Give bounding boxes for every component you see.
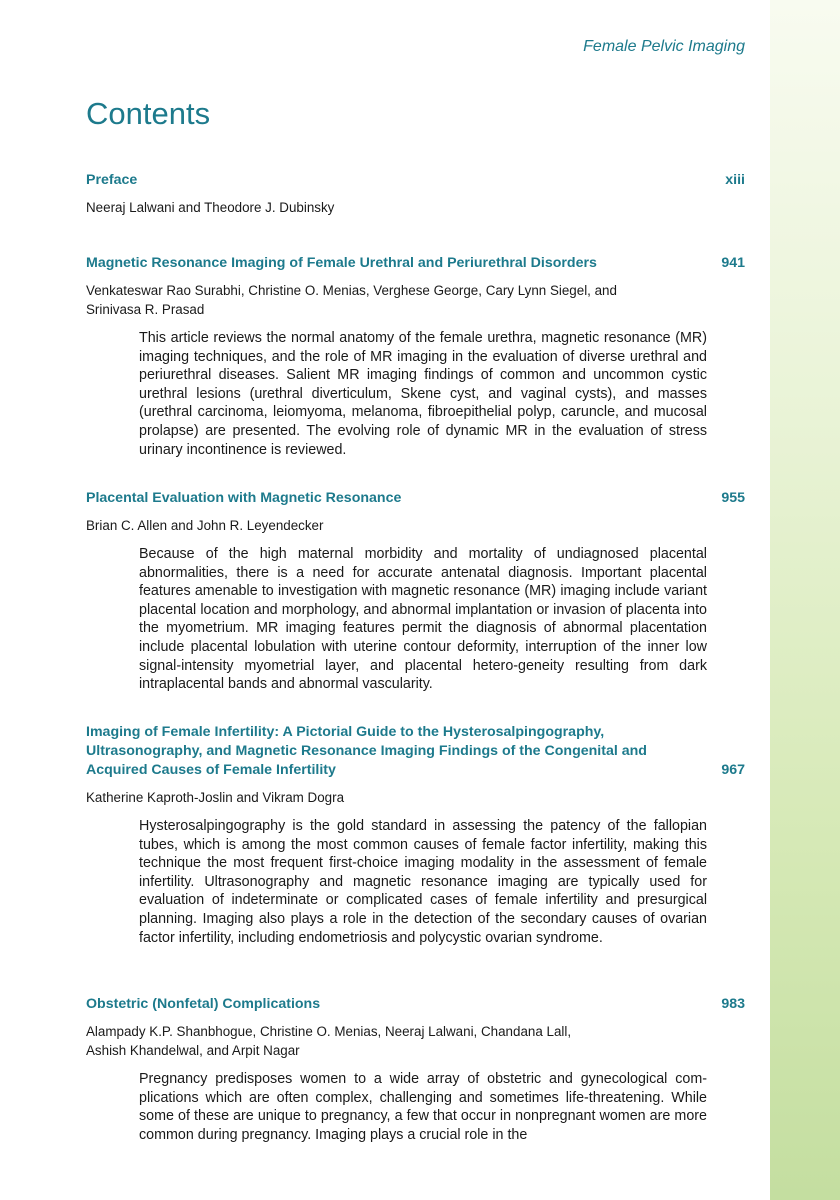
- toc-entry-preface: [86, 171, 745, 217]
- entry-abstract: Pregnancy predisposes women to a wide array of obstetric and gynecological com-plications which are often complex, challenging and sometimes life-threatening. While some of these are unique to pregnancy, a few that occur in nonpregnant women are more common during pregnancy. Imaging plays a crucial role in the: [139, 1071, 707, 1143]
- toc-entry-obstetric-complications: [86, 995, 745, 1144]
- entry-abstract: Hysterosalpingography is the gold standard in assessing the patency of the fallopian tubes, which is among the most common causes of female factor infertility, making this technique the most frequent first-choice imaging modality in the assessment of female infertility. Ultrasonography and magnetic resonance imaging are typically used for evaluation of indeterminate or complicated cases of female infertility and presurgical planning. Imaging also plays a role in the detection of the secondary causes of ovarian factor infertility, including endometriosis and polycystic ovarian syndrome.: [139, 818, 707, 946]
- entry-heading: [86, 489, 745, 508]
- entry-title-link[interactable]: Imaging of Female Infertility: A Pictorial Guide to the Hysterosalpingography, Ultrasonography, and Magnetic Resonance Imaging Findings of the Congenital and Acquired Causes of Female Infertility: [86, 724, 647, 778]
- toc-entry-urethral-disorders: [86, 254, 745, 459]
- entry-title-link[interactable]: Obstetric (Nonfetal) Complications: [86, 996, 321, 1012]
- entry-page-number[interactable]: 955: [721, 490, 745, 506]
- entry-heading: [86, 171, 745, 190]
- entry-page-number[interactable]: 967: [721, 762, 745, 778]
- entry-page-number[interactable]: 983: [721, 996, 745, 1012]
- toc-entry-placental-evaluation: [86, 489, 745, 694]
- entry-title-link[interactable]: Preface: [86, 172, 138, 188]
- entry-title-link[interactable]: Magnetic Resonance Imaging of Female Urethral and Periurethral Disorders: [86, 255, 597, 271]
- entry-authors: Alampady K.P. Shanbhogue, Christine O. Menias, Neeraj Lalwani, Chandana Lall, Ashish Khandelwal, and Arpit Nagar: [86, 1024, 572, 1058]
- decorative-side-band: [770, 0, 840, 1200]
- entry-heading: [86, 723, 745, 780]
- entry-authors: Katherine Kaproth-Joslin and Vikram Dogra: [86, 790, 345, 805]
- entry-title-link[interactable]: Placental Evaluation with Magnetic Resonance: [86, 490, 402, 506]
- entry-authors: Brian C. Allen and John R. Leyendecker: [86, 518, 324, 533]
- page-title: Contents: [86, 96, 211, 131]
- entry-page-number[interactable]: 941: [721, 255, 745, 271]
- entry-authors: Neeraj Lalwani and Theodore J. Dubinsky: [86, 200, 335, 215]
- entry-heading: [86, 995, 745, 1014]
- entry-authors: Venkateswar Rao Surabhi, Christine O. Menias, Verghese George, Cary Lynn Siegel, and Srinivasa R. Prasad: [86, 283, 617, 317]
- entry-page-number[interactable]: xiii: [725, 172, 745, 188]
- entry-abstract: Because of the high maternal morbidity and mortality of undiagnosed placental abnormalities, there is a need for accurate antenatal diagnosis. Important placental features amenable to investigation with magnetic resonance (MR) imaging include variant placental location and morphology, and abnormal implantation or invasion of placenta into the myometrium. MR imaging features permit the diagnosis of abnormal placentation include placental lobulation with uterine contour deformity, interruption of the inner low signal-intensity myometrial layer, and placental hetero-geneity resulting from dark intraplacental bands and abnormal vascularity.: [139, 546, 707, 693]
- running-head: Female Pelvic Imaging: [583, 38, 745, 55]
- entry-heading: [86, 254, 745, 273]
- toc-entry-female-infertility: [86, 723, 745, 947]
- entry-abstract: This article reviews the normal anatomy of the female urethra, magnetic resonance (MR) imaging techniques, and the role of MR imaging in the evaluation of diverse urethral and periurethral diseases. Salient MR imaging findings of common and uncommon cystic urethral lesions (urethral diverticulum, Skene cyst, and vaginal cysts), and masses (urethral carcinoma, leiomyoma, melanoma, fibroepithelial polyp, caruncle, and mucosal prolapse) are presented. The evolving role of dynamic MR in the evaluation of stress urinary incontinence is reviewed.: [139, 330, 707, 458]
